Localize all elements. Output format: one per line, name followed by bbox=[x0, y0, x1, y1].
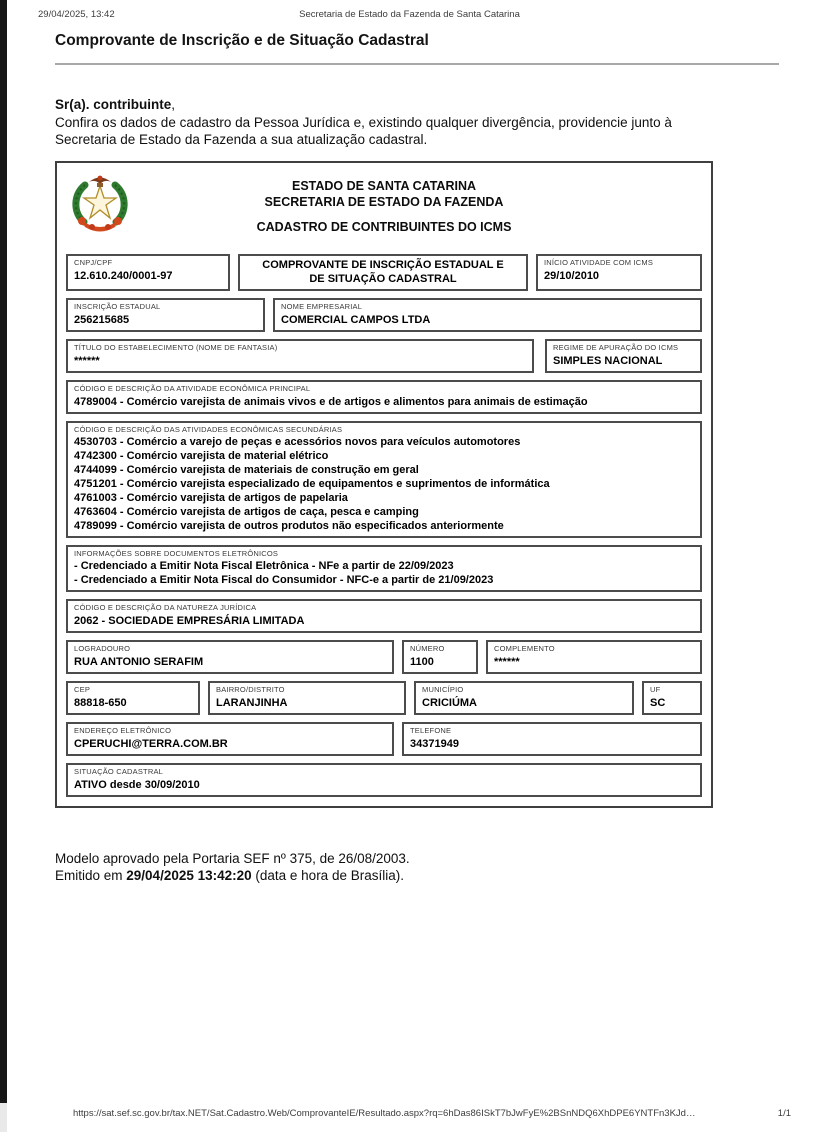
field-telefone-value: 34371949 bbox=[410, 737, 459, 750]
field-inscricao-estadual-label: INSCRIÇÃO ESTADUAL bbox=[74, 301, 161, 311]
certificate-fields bbox=[62, 252, 706, 801]
document-title-cell bbox=[238, 254, 528, 291]
field-municipio bbox=[414, 681, 634, 715]
row-atividade-principal bbox=[66, 380, 702, 414]
field-documentos-eletronicos bbox=[66, 545, 702, 592]
page-title: Comprovante de Inscrição e de Situação Cadastral bbox=[55, 32, 429, 49]
atividade-secundaria-2: 4742300 - Comércio varejista de material elétrico bbox=[74, 449, 329, 462]
field-cep-label: CEP bbox=[74, 684, 91, 694]
field-municipio-label: MUNICÍPIO bbox=[422, 684, 464, 694]
field-cep-value: 88818-650 bbox=[74, 696, 127, 709]
org-line-3: CADASTRO DE CONTRIBUINTES DO ICMS bbox=[256, 219, 512, 234]
intro-line-1: Confira os dados de cadastro da Pessoa Jurídica e, existindo qualquer divergência, providencie junto à bbox=[55, 114, 672, 130]
document-title-line-1: COMPROVANTE DE INSCRIÇÃO ESTADUAL E bbox=[262, 258, 504, 271]
field-bairro bbox=[208, 681, 406, 715]
print-footer-page-indicator: 1/1 bbox=[777, 1108, 791, 1119]
intro-paragraph bbox=[55, 96, 779, 149]
field-telefone-label: TELEFONE bbox=[410, 725, 452, 735]
documento-eletronico-1: - Credenciado a Emitir Nota Fiscal Eletrônica - NFe a partir de 22/09/2023 bbox=[74, 559, 454, 572]
salutation-comma: , bbox=[171, 97, 176, 112]
row-documentos-eletronicos bbox=[66, 545, 702, 592]
field-atividades-secundarias bbox=[66, 421, 702, 538]
field-complemento-value: ****** bbox=[494, 655, 520, 668]
salutation bbox=[55, 96, 779, 114]
atividade-secundaria-1: 4530703 - Comércio a varejo de peças e acessórios novos para veículos automotores bbox=[74, 435, 521, 448]
field-bairro-value: LARANJINHA bbox=[216, 696, 288, 709]
field-logradouro bbox=[66, 640, 394, 674]
row-cnpj-doctitle-inicio bbox=[66, 254, 702, 291]
field-logradouro-label: LOGRADOURO bbox=[74, 643, 131, 653]
field-numero bbox=[402, 640, 478, 674]
field-atividades-secundarias-label: CÓDIGO E DESCRIÇÃO DAS ATIVIDADES ECONÔMICAS SECUNDÁRIAS bbox=[74, 424, 343, 434]
field-endereco-eletronico bbox=[66, 722, 394, 756]
field-natureza-juridica-value: 2062 - SOCIEDADE EMPRESÁRIA LIMITADA bbox=[74, 614, 305, 627]
field-inscricao-estadual-value: 256215685 bbox=[74, 313, 130, 326]
emitted-suffix: (data e hora de Brasília). bbox=[251, 868, 404, 883]
field-regime-apuracao bbox=[545, 339, 702, 373]
certificate-frame bbox=[55, 161, 713, 808]
field-natureza-juridica-label: CÓDIGO E DESCRIÇÃO DA NATUREZA JURÍDICA bbox=[74, 602, 257, 612]
left-scrollbar[interactable] bbox=[0, 0, 7, 1103]
row-atividades-secundarias bbox=[66, 421, 702, 538]
print-site-title: Secretaria de Estado da Fazenda de Santa Catarina bbox=[299, 9, 520, 20]
approval-note bbox=[55, 850, 779, 885]
santa-catarina-coat-of-arms-icon bbox=[68, 172, 132, 234]
approval-line-1: Modelo aprovado pela Portaria SEF nº 375, de 26/08/2003. bbox=[55, 850, 410, 866]
field-atividade-principal bbox=[66, 380, 702, 414]
field-telefone bbox=[402, 722, 702, 756]
document-title-line-2: DE SITUAÇÃO CADASTRAL bbox=[309, 272, 457, 285]
certificate-header bbox=[62, 168, 706, 252]
field-nome-empresarial bbox=[273, 298, 702, 332]
org-line-1: ESTADO DE SANTA CATARINA bbox=[291, 178, 477, 193]
field-regime-apuracao-value: SIMPLES NACIONAL bbox=[553, 354, 663, 367]
field-complemento-label: COMPLEMENTO bbox=[494, 643, 555, 653]
emitted-prefix: Emitido em bbox=[55, 868, 127, 883]
field-endereco-eletronico-value: CPERUCHI@TERRA.COM.BR bbox=[74, 737, 228, 750]
row-natureza-juridica bbox=[66, 599, 702, 633]
field-regime-apuracao-label: REGIME DE APURAÇÃO DO ICMS bbox=[553, 342, 679, 352]
field-bairro-label: BAIRRO/DISTRITO bbox=[216, 684, 285, 694]
field-titulo-estabelecimento-value: ****** bbox=[74, 354, 100, 367]
field-situacao-cadastral bbox=[66, 763, 702, 797]
salutation-bold: Sr(a). contribuinte bbox=[55, 97, 172, 112]
print-footer-url: https://sat.sef.sc.gov.br/tax.NET/Sat.Cadastro.Web/ComprovanteIE/Resultado.aspx?rq=6hDas86ISkT7bJwFyE%2BSnNDQ6XhDPE6YNTFn3KJd… bbox=[73, 1108, 696, 1119]
field-numero-label: NÚMERO bbox=[410, 643, 445, 653]
field-nome-empresarial-value: COMERCIAL CAMPOS LTDA bbox=[281, 313, 431, 326]
field-titulo-estabelecimento-label: TÍTULO DO ESTABELECIMENTO (NOME DE FANTASIA) bbox=[74, 342, 278, 352]
field-inicio-atividade-label: INÍCIO ATIVIDADE COM ICMS bbox=[544, 257, 654, 267]
emitted-datetime: 29/04/2025 13:42:20 bbox=[126, 868, 252, 883]
atividade-secundaria-6: 4763604 - Comércio varejista de artigos de caça, pesca e camping bbox=[74, 505, 419, 518]
print-header bbox=[0, 9, 819, 23]
field-documentos-eletronicos-label: INFORMAÇÕES SOBRE DOCUMENTOS ELETRÔNICOS bbox=[74, 548, 279, 558]
field-cnpj-value: 12.610.240/0001-97 bbox=[74, 269, 173, 282]
field-inicio-atividade-value: 29/10/2010 bbox=[544, 269, 600, 282]
field-uf bbox=[642, 681, 702, 715]
field-natureza-juridica bbox=[66, 599, 702, 633]
field-situacao-cadastral-label: SITUAÇÃO CADASTRAL bbox=[74, 766, 164, 776]
field-municipio-value: CRICIÚMA bbox=[422, 696, 477, 709]
field-uf-value: SC bbox=[650, 696, 666, 709]
field-atividade-principal-label: CÓDIGO E DESCRIÇÃO DA ATIVIDADE ECONÔMICA PRINCIPAL bbox=[74, 383, 311, 393]
field-logradouro-value: RUA ANTONIO SERAFIM bbox=[74, 655, 204, 668]
atividade-secundaria-5: 4761003 - Comércio varejista de artigos de papelaria bbox=[74, 491, 348, 504]
print-datetime: 29/04/2025, 13:42 bbox=[38, 9, 115, 20]
row-inscricao-nome bbox=[66, 298, 702, 332]
atividade-secundaria-7: 4789099 - Comércio varejista de outros produtos não especificados anteriormente bbox=[74, 519, 504, 532]
atividade-secundaria-3: 4744099 - Comércio varejista de materiais de construção em geral bbox=[74, 463, 419, 476]
field-inscricao-estadual bbox=[66, 298, 265, 332]
certificate-org-titles bbox=[62, 168, 706, 235]
row-titulo-regime bbox=[66, 339, 702, 373]
field-cnpj-label: CNPJ/CPF bbox=[74, 257, 113, 267]
org-line-2: SECRETARIA DE ESTADO DA FAZENDA bbox=[264, 194, 504, 209]
title-divider bbox=[55, 63, 779, 65]
field-numero-value: 1100 bbox=[410, 655, 434, 668]
row-situacao-cadastral bbox=[66, 763, 702, 797]
field-atividade-principal-value: 4789004 - Comércio varejista de animais vivos e de artigos e alimentos para animais de estimação bbox=[74, 395, 588, 408]
row-logradouro-numero-complemento bbox=[66, 640, 702, 674]
field-uf-label: UF bbox=[650, 684, 661, 694]
documento-eletronico-2: - Credenciado a Emitir Nota Fiscal do Consumidor - NFC-e a partir de 21/09/2023 bbox=[74, 573, 494, 586]
field-nome-empresarial-label: NOME EMPRESARIAL bbox=[281, 301, 363, 311]
row-email-telefone bbox=[66, 722, 702, 756]
atividade-secundaria-4: 4751201 - Comércio varejista especializado de equipamentos e suprimentos de informática bbox=[74, 477, 550, 490]
field-titulo-estabelecimento bbox=[66, 339, 534, 373]
left-scrollbar-track-end bbox=[0, 1103, 7, 1132]
field-cep bbox=[66, 681, 200, 715]
field-situacao-cadastral-value: ATIVO desde 30/09/2010 bbox=[74, 778, 200, 791]
field-cnpj bbox=[66, 254, 230, 291]
field-inicio-atividade bbox=[536, 254, 702, 291]
row-cep-bairro-municipio-uf bbox=[66, 681, 702, 715]
print-footer bbox=[73, 1108, 791, 1119]
field-complemento bbox=[486, 640, 702, 674]
intro-line-2: Secretaria de Estado da Fazenda a sua atualização cadastral. bbox=[55, 132, 428, 147]
approval-line-2 bbox=[55, 867, 779, 885]
field-endereco-eletronico-label: ENDEREÇO ELETRÔNICO bbox=[74, 725, 172, 735]
